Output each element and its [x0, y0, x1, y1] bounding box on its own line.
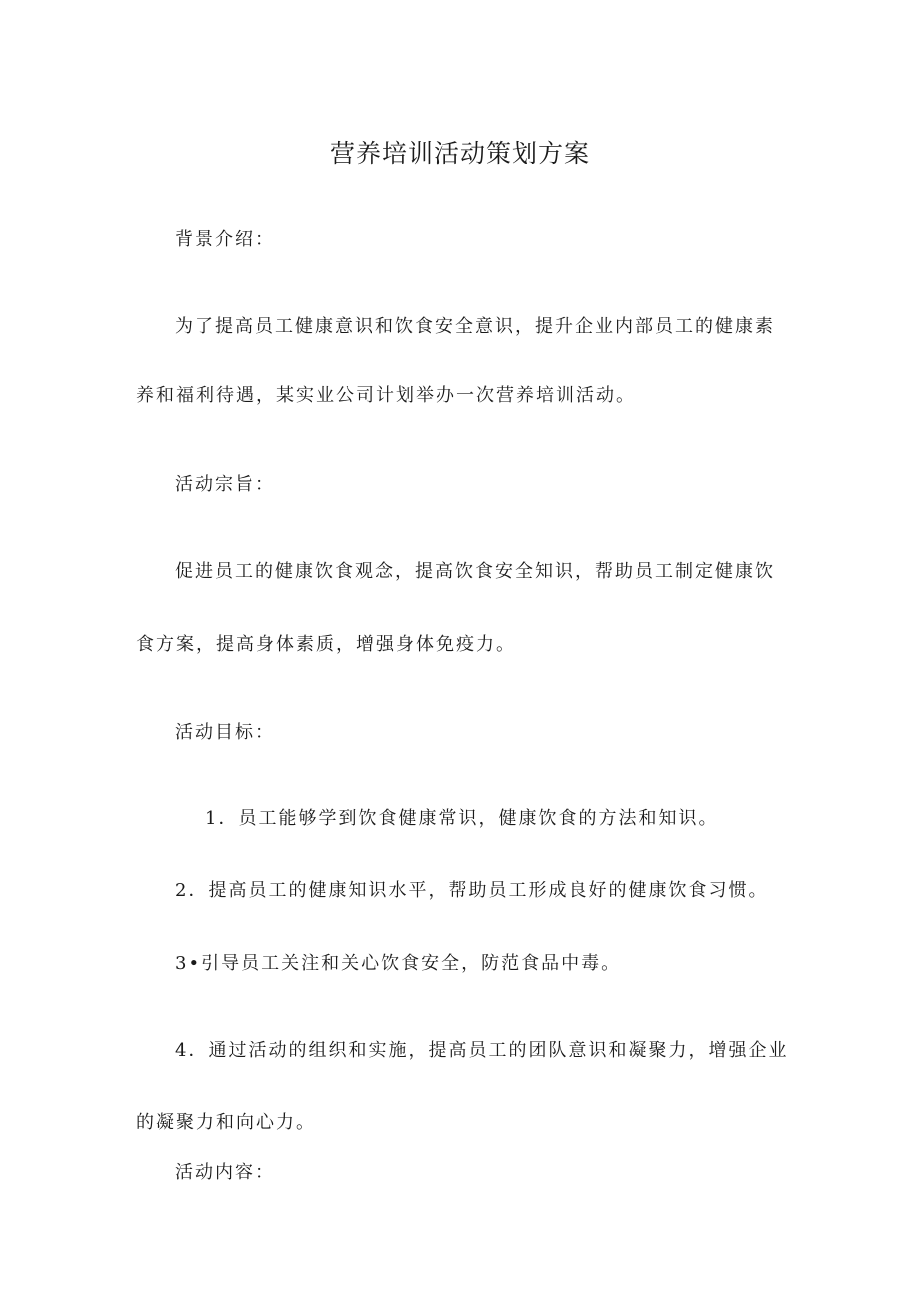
goals-item-4: 4．通过活动的组织和实施，提高员工的团队意识和凝聚力，增强企业	[175, 1040, 789, 1061]
goals-item-1: 1．员工能够学到饮食健康常识，健康饮食的方法和知识。	[205, 808, 719, 829]
purpose-paragraph-line-1: 促进员工的健康饮食观念，提高饮食安全知识，帮助员工制定健康饮	[175, 561, 775, 582]
content-heading: 活动内容：	[175, 1162, 275, 1183]
background-paragraph-line-1: 为了提高员工健康意识和饮食安全意识，提升企业内部员工的健康素	[175, 316, 775, 337]
background-heading: 背景介绍：	[175, 229, 275, 250]
background-paragraph-line-2: 养和福利待遇，某实业公司计划举办一次营养培训活动。	[136, 385, 636, 406]
purpose-paragraph-line-2: 食方案，提高身体素质，增强身体免疫力。	[136, 634, 516, 655]
goals-item-2: 2．提高员工的健康知识水平，帮助员工形成良好的健康饮食习惯。	[175, 880, 769, 901]
goals-item-3: 3•引导员工关注和关心饮食安全，防范食品中毒。	[175, 953, 622, 974]
document-title: 营养培训活动策划方案	[329, 139, 590, 168]
goals-heading: 活动目标：	[175, 722, 275, 743]
purpose-heading: 活动宗旨：	[175, 474, 275, 495]
goals-item-4-continuation: 的凝聚力和向心力。	[136, 1112, 316, 1133]
